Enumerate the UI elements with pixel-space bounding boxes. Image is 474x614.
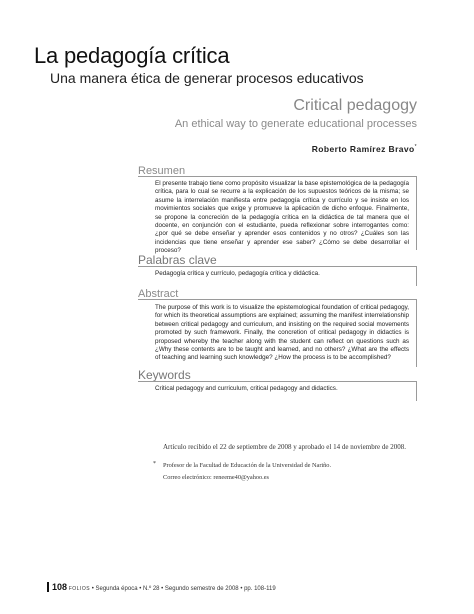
keywords-heading: Keywords <box>138 368 191 382</box>
author-name-text: Roberto Ramírez Bravo <box>311 144 415 154</box>
footnote-affiliation: Profesor de la Facultad de Educación de la Universidad de Nariño. <box>163 462 332 469</box>
palabras-clave-vertical-rule <box>416 266 417 286</box>
author-footnote-mark: * <box>414 144 417 151</box>
palabras-clave-heading: Palabras clave <box>138 253 217 267</box>
issue-details: • Segunda época • N.º 28 • Segundo semestre de 2008 • pp. 108-119 <box>91 586 276 592</box>
magazine-name: FOLIOS <box>68 586 91 592</box>
page-footer <box>47 582 276 592</box>
resumen-heading: Resumen <box>138 165 186 177</box>
footnote-mark: * <box>153 461 156 467</box>
page-number: 108 <box>52 582 68 592</box>
article-subtitle-english: An ethical way to generate educational processes <box>174 118 417 130</box>
abstract-vertical-rule <box>416 299 417 367</box>
keywords-rule <box>138 381 417 382</box>
resumen-rule <box>138 176 417 177</box>
resumen-vertical-rule <box>416 176 417 250</box>
article-title-spanish: La pedagogía crítica <box>34 43 230 68</box>
article-subtitle-spanish: Una manera ética de generar procesos educativos <box>50 70 364 86</box>
article-title-english: Critical pedagogy <box>293 97 417 114</box>
keywords-vertical-rule <box>416 381 417 401</box>
footnote-email: Correo electrónico: reneeme40@yahoo.es <box>163 474 269 481</box>
resumen-body: El presente trabajo tiene como propósito visualizar la base epistemológica de la pedagogía crítica, para lo cual se recurre a la explicación de los supuestos teóricos de la misma; se asume la interrelación manifiesta entre pedagogía crítica y currículo y se insiste en los movimientos sociales que exige y promueve la aplicación de dicho enfoque. Finalmente, se propone la concreción de la pedagogía crítica en la didáctica de tal manera que el docente, en conjunción con el estudiante, pueda reflexionar sobre interrogantes como: ¿por qué se debe enseñar y aprender esos contenidos y no otros? ¿Cuáles son las incidencias que tiene enseñar y aprender ese saber? ¿Cómo se debe desarrollar el proceso? <box>155 180 409 255</box>
abstract-body: The purpose of this work is to visualize the epistemological foundation of critical pedagogy, for which its theoretical assumptions are explained; assuming the manifest interrelationship between critical pedagogy and curriculum, and insisting on the required social movements promoted by such framework. Finally, the concretion of critical pedagogy in didactics is proposed whereby the teacher along with the student can reflect on questions such as ¿Why these contents are to be taught and learned, and no others? ¿What are the effects of teaching and learning such knowledge? ¿How the process is to be accomplished? <box>155 304 409 362</box>
author-name <box>312 144 417 154</box>
keywords-body: Critical pedagogy and curriculum, critical pedagogy and didactics. <box>155 385 338 392</box>
palabras-clave-rule <box>138 266 417 267</box>
abstract-heading: Abstract <box>138 288 179 300</box>
palabras-clave-body: Pedagogía crítica y currículo, pedagogía crítica y didáctica. <box>155 270 320 277</box>
abstract-rule <box>138 299 417 300</box>
footer-bar-icon <box>47 582 49 592</box>
received-note: Artículo recibido el 22 de septiembre de 2008 y aprobado el 14 de noviembre de 2008. <box>163 443 406 451</box>
